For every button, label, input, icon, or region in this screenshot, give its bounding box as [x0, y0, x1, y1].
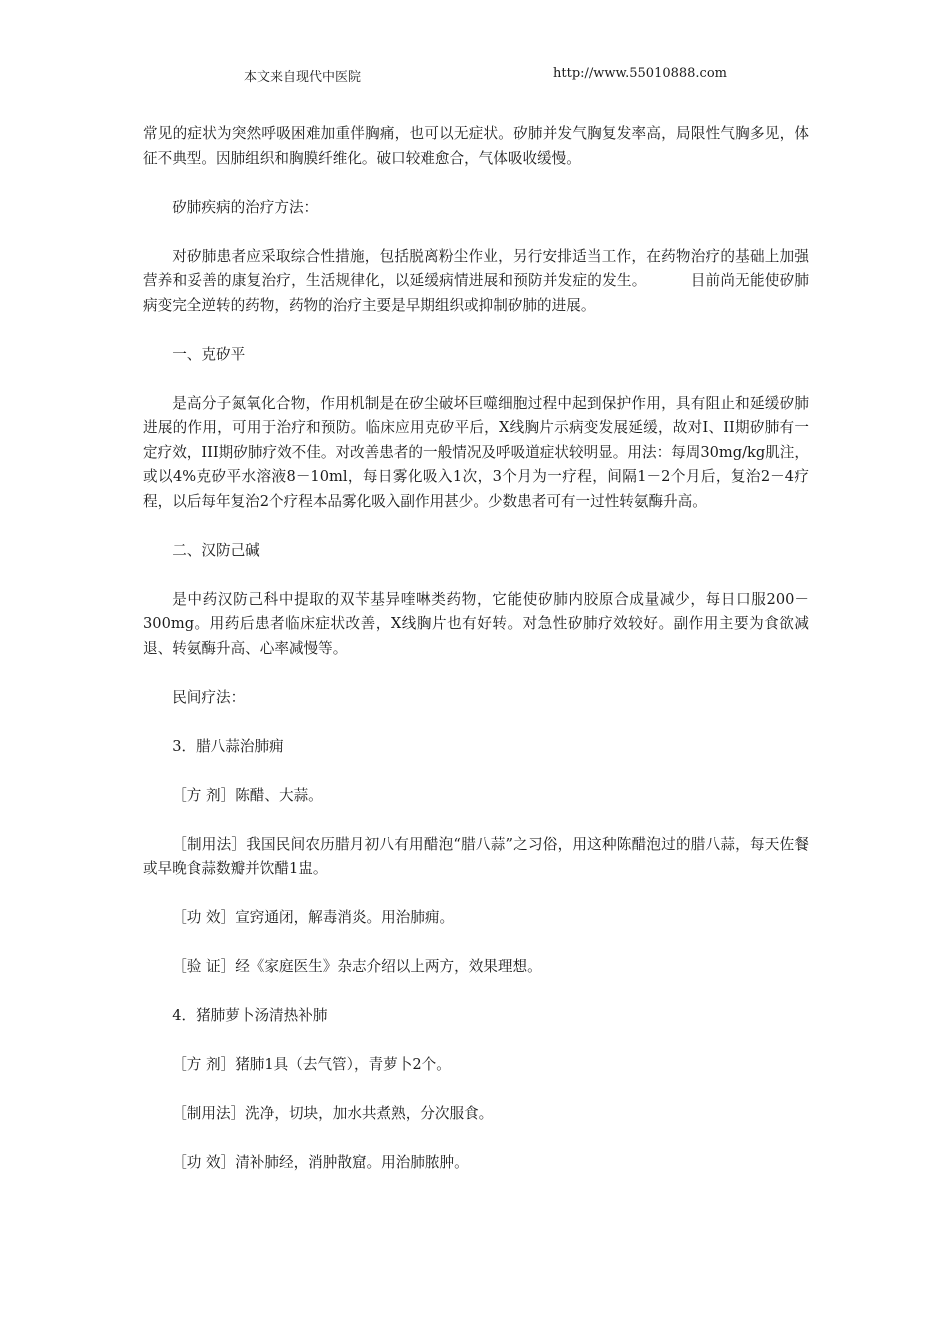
- header-url: http://www.55010888.com: [553, 66, 727, 81]
- drug1-heading: 一、克矽平: [172, 345, 246, 363]
- page-header: [0, 66, 950, 86]
- recipe4-formula: ［方 剂］猪肺1具（去气管），青萝卜2个。: [172, 1056, 451, 1073]
- recipe3-effect: ［功 效］宣窍通闭，解毒消炎。用治肺痈。: [172, 909, 455, 926]
- recipe3-formula: ［方 剂］陈醋、大蒜。: [172, 786, 323, 804]
- intro-paragraph: 常见的症状为突然呼吸困难加重伴胸痛，也可以无症状。矽肺并发气胸复发率高，局限性气胸多见，体征不典型。因肺组织和胸膜纤维化。破口较难愈合，气体吸收缓慢。: [143, 125, 809, 167]
- recipe3-title: 3．腊八蒜治肺痈: [172, 737, 284, 755]
- treatment-heading: 矽肺疾病的治疗方法：: [172, 198, 319, 216]
- treatment-text-b: 目前尚无能使矽肺病变完全逆转的药物，药物的治疗主要是早期组织或抑制矽肺的进展。: [143, 272, 809, 314]
- recipe4-effect: ［功 效］清补肺经，消肿散窟。用治肺脓肿。: [172, 1154, 469, 1171]
- drug2-heading: 二、汉防己碱: [172, 541, 260, 559]
- treatment-text-a: 对矽肺患者应采取综合性措施，包括脱离粉尘作业，另行安排适当工作，在药物治疗的基础上加强营养和妥善的康复治疗，生活规律化，以延缓病情进展和预防并发症的发生。: [143, 247, 809, 289]
- folk-heading: 民间疗法：: [172, 688, 246, 706]
- recipe4-method: ［制用法］洗净，切块，加水共煮熟，分次服食。: [172, 1105, 494, 1122]
- drug1-paragraph: 是高分子氮氧化合物，作用机制是在矽尘破坏巨噬细胞过程中起到保护作用，具有阻止和延缓矽肺进展的作用，可用于治疗和预防。临床应用克矽平后，X线胸片示病变发展延缓，故对I、II期矽肺有一定疗效，III期矽肺疗效不佳。对改善患者的一般情况及呼吸道症状较明显。用法：每周30mg/kg肌注，或以4%克矽平水溶液8－10ml，每日雾化吸入1次，3个月为一疗程，间隔1－2个月后，复治2－4疗程，以后每年复治2个疗程本品雾化吸入副作用甚少。少数患者可有一过性转氨酶升高。: [143, 394, 809, 510]
- recipe3-verification: ［验 证］经《家庭医生》杂志介绍以上两方，效果理想。: [172, 958, 542, 975]
- treatment-paragraph: [143, 245, 809, 319]
- header-source: 本文来自现代中医院: [244, 70, 362, 85]
- document-body: [143, 122, 809, 1176]
- drug2-paragraph: 是中药汉防己科中提取的双苄基异喹啉类药物，它能使矽肺内胶原合成量减少，每日口服200－300mg。用药后患者临床症状改善，X线胸片也有好转。对急性矽肺疗效较好。副作用主要为食欲减退、转氨酶升高、心率减慢等。: [143, 590, 809, 657]
- recipe4-title: 4．猪肺萝卜汤清热补肺: [172, 1007, 328, 1024]
- recipe3-method: ［制用法］我国民间农历腊月初八有用醋泡“腊八蒜”之习俗，用这种陈醋泡过的腊八蒜，每天佐餐或早晚食蒜数瓣并饮醋1盅。: [143, 835, 809, 877]
